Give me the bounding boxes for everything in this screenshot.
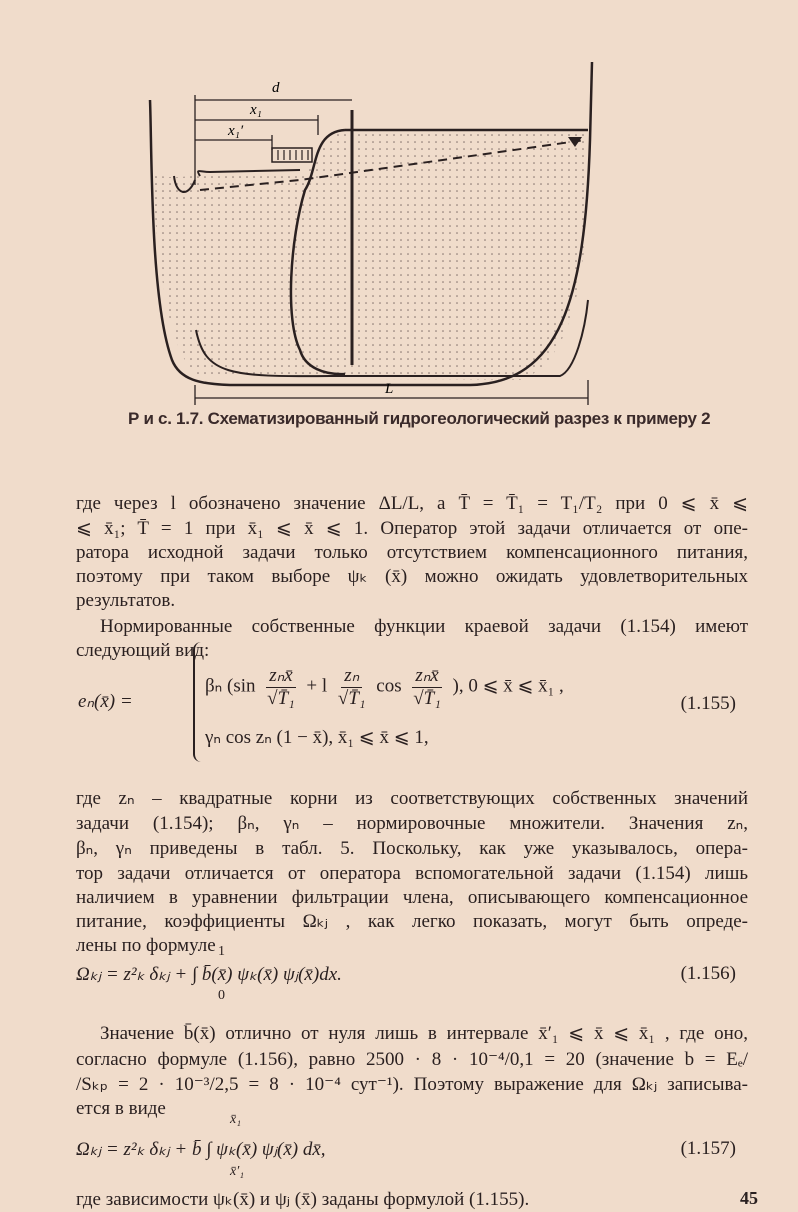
fraction <box>266 664 295 710</box>
text-line: βₙ, γₙ приведены в табл. 5. Поскольку, как уже указывалось, опера- <box>76 838 748 859</box>
text-line: ратора исходной задачи только отсутствием компенсационного питания, <box>76 542 748 563</box>
text-line: согласно формуле (1.156), равно 2500 · 8 · 10⁻⁴/0,1 = 20 (значение b = Eₑ/ <box>76 1049 748 1070</box>
eq157: Ωₖⱼ = z²ₖ δₖⱼ + b̄ ∫ ψₖ(x̄) ψⱼ(x̄) dx̄, <box>76 1139 326 1160</box>
integral-lower-limit: x̄′₁ <box>230 1164 245 1179</box>
text-line: где через l обозначено значение ΔL/L, а T̄ = T̄₁ = T₁/T₂ при 0 ⩽ x̄ ⩽ <box>76 493 748 514</box>
text-line: поэтому при таком выборе ψₖ (x̄) можно ожидать удовлетворительных <box>76 566 748 587</box>
text-line: задачи (1.154); βₙ, γₙ – нормировочные множители. Значения zₙ, <box>76 813 748 834</box>
denominator: √T̄₁ <box>267 688 295 709</box>
brace <box>193 642 203 762</box>
eq155-row1 <box>205 664 564 710</box>
eq-text: βₙ (sin <box>205 675 256 697</box>
text-line: Нормированные собственные функции краевой задачи (1.154) имеют <box>100 616 748 637</box>
text-line: ⩽ x̄₁; T̄ = 1 при x̄₁ ⩽ x̄ ⩽ 1. Оператор этой задачи отличается от опе- <box>76 518 748 539</box>
label-d: d <box>272 80 280 96</box>
label-L: L <box>385 381 394 397</box>
page-number: 45 <box>740 1188 758 1208</box>
equation-number: (1.157) <box>680 1138 736 1159</box>
eq155-lhs: eₙ(x̄) = <box>78 691 133 712</box>
eq-text: + l <box>306 675 328 697</box>
numerator: zₙx̄ <box>266 664 295 688</box>
text-line: наличием в уравнении фильтрации члена, описывающего компенсационное <box>76 887 748 908</box>
eq-text: ), 0 ⩽ x̄ ⩽ x̄₁ , <box>452 675 564 697</box>
figure-caption: Р и с. 1.7. Схематизированный гидрогеологический разрез к примеру 2 <box>128 409 711 428</box>
text-line: Значение b̄(x̄) отлично от нуля лишь в интервале x̄′₁ ⩽ x̄ ⩽ x̄₁ , где оно, <box>100 1023 748 1044</box>
integral-upper-limit: 1 <box>218 944 225 959</box>
integral-upper-limit: x̄₁ <box>230 1112 242 1127</box>
eq156: Ωₖⱼ = z²ₖ δₖⱼ + ∫ b̄(x̄) ψₖ(x̄) ψⱼ(x̄)dx. <box>76 964 342 985</box>
equation-number: (1.155) <box>680 693 736 714</box>
text-line: ется в виде <box>76 1098 166 1119</box>
text-line: следующий вид: <box>76 640 210 661</box>
numerator: zₙx̄ <box>412 664 441 688</box>
text-line: тор задачи отличается от оператора вспомогательной задачи (1.154) лишь <box>76 863 748 884</box>
equation-number: (1.156) <box>680 963 736 984</box>
hydrogeological-section-figure <box>0 0 798 410</box>
denominator: √T̄₁ <box>337 688 366 709</box>
text-line: питание, коэффициенты Ωₖⱼ , как легко показать, могут быть опреде- <box>76 911 748 932</box>
integral-lower-limit: 0 <box>218 988 225 1003</box>
text-line: результатов. <box>76 590 176 611</box>
text-line: где zₙ – квадратные корни из соответствующих собственных значений <box>76 788 748 809</box>
fraction <box>338 664 366 710</box>
eq155-row2: γₙ cos zₙ (1 − x̄), x̄₁ ⩽ x̄ ⩽ 1, <box>205 727 429 748</box>
text-line: где зависимости ψₖ(x̄) и ψⱼ (x̄) заданы формулой (1.155). <box>76 1189 530 1210</box>
text-line: /Sₖₚ = 2 · 10⁻³/2,5 = 8 · 10⁻⁴ сут⁻¹). Поэтому выражение для Ωₖⱼ записыва- <box>76 1074 748 1095</box>
label-x1: x₁ <box>250 102 262 118</box>
eq-text: cos <box>376 675 402 697</box>
text-line: лены по формуле <box>76 935 216 956</box>
label-x1-prime: x₁′ <box>228 123 244 139</box>
denominator: √T̄₁ <box>413 688 441 709</box>
numerator: zₙ <box>341 664 362 688</box>
fraction <box>412 664 441 710</box>
